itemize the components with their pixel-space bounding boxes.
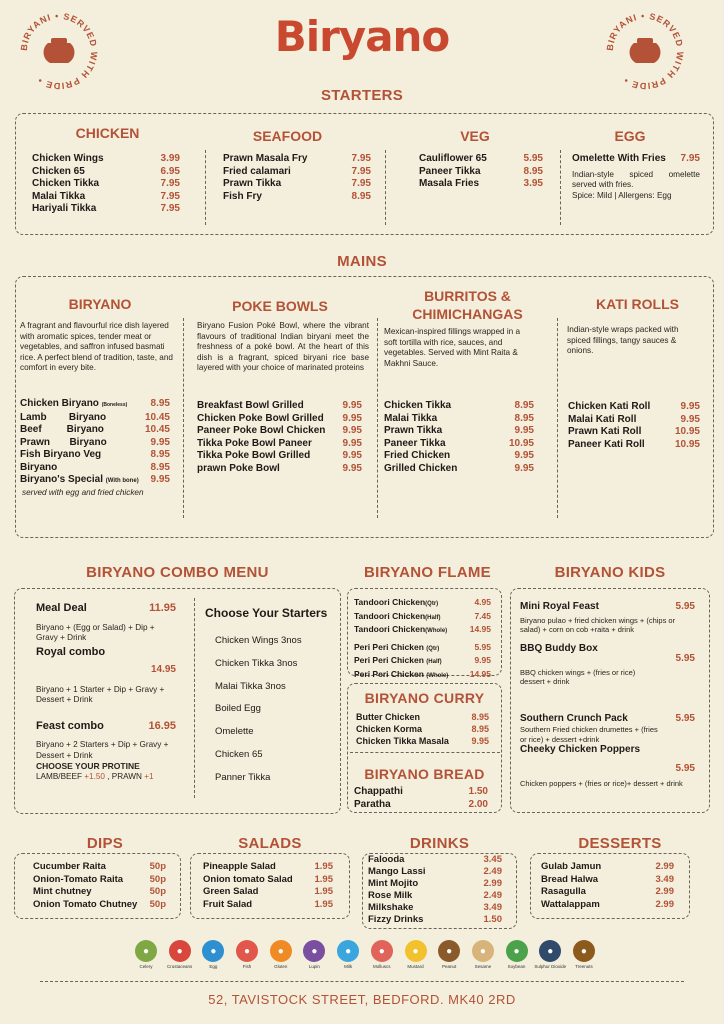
menu-item: Hariyali Tikka 7.95 <box>32 203 180 214</box>
svg-text:BIRYANI • SERVED WITH PRIDE •: BIRYANI • SERVED WITH PRIDE • <box>604 10 686 92</box>
starters-title: STARTERS <box>320 87 404 104</box>
menu-item: Gulab Jamun 2.99 <box>541 861 674 872</box>
allergen-item <box>265 940 297 969</box>
kids-list: Mini Royal Feast 5.95 Biryano pulao + fried chicken wings + (chips or salad) + corn on cob +raita + drink BBQ Buddy Box 5.95 BBQ chicken wings + (fries or rice) dessert + drink Southern Crunch Pack 5.95 Southern Fried chicken drumettes + (fries or rice) + dessert +drink Cheeky Chicken Poppers 5.95 Chicken poppers + (fries or rice)+ dessert + drink <box>520 601 695 788</box>
allergen-label: Sulphur Dioxide <box>534 964 567 969</box>
allergen-label: Celery <box>139 964 153 969</box>
list-item: Chicken Wings 3nos <box>215 635 302 646</box>
menu-item: Wattalappam 2.99 <box>541 898 674 910</box>
kati-desc: Indian-style wraps packed with spiced fillings, tangy sauces & onions. <box>567 325 679 355</box>
allergen-label: Sesame <box>474 964 492 969</box>
chicken-list <box>32 153 180 216</box>
treenuts-icon: ● <box>573 940 595 962</box>
kati-list <box>568 401 700 451</box>
menu-item: Tikka Poke Bowl Paneer 9.95 <box>197 437 362 449</box>
veg-list <box>419 153 543 191</box>
desserts-title: DESSERTS <box>578 835 662 852</box>
list-item: Panner Tikka <box>215 771 271 783</box>
mains-title: MAINS <box>337 253 387 270</box>
burritos-desc: Mexican-inspired fillings wrapped in a soft tortilla with rice, sauces, and vegetables. Served with Mint Raita & Makhni Sauce. <box>384 327 521 368</box>
menu-item: Prawn Tikka 9.95 <box>384 425 534 436</box>
choose-starters-list <box>215 630 335 790</box>
menu-item: Prawn Tikka 7.95 <box>223 178 371 189</box>
menu-item: Chicken Tikka 8.95 <box>384 400 534 411</box>
menu-item: Paneer Poke Bowl Chicken 9.95 <box>197 425 362 436</box>
menu-item: Chicken Korma 8.95 <box>356 724 489 734</box>
kids-title: BIRYANO KIDS <box>554 564 666 581</box>
lupin-icon: ● <box>303 940 325 962</box>
allergen-item <box>400 940 432 969</box>
menu-item: Peri Peri Chicken (Qtr) 5.95 <box>354 641 491 652</box>
allergen-label: Fish <box>242 964 252 969</box>
dips-title: DIPS <box>86 835 124 852</box>
poke-title: POKE BOWLS <box>232 298 328 314</box>
menu-item: Fried Chicken 9.95 <box>384 450 534 461</box>
allergen-label: Egg <box>209 964 218 969</box>
allergen-label: Treenuts <box>575 964 593 969</box>
list-item: Boiled Egg <box>215 703 261 715</box>
soybean-icon: ● <box>506 940 528 962</box>
fish-icon: ● <box>236 940 258 962</box>
menu-item: Cucumber Raita 50p <box>33 861 166 872</box>
menu-item: Rasagulla 2.99 <box>541 886 674 897</box>
menu-item: Green Salad 1.95 <box>203 886 333 897</box>
menu-item: prawn Poke Bowl 9.95 <box>197 462 362 474</box>
list-item: Malai Tikka 3nos <box>215 680 286 692</box>
egg-list: Omelette With Fries 7.95 Indian-style spiced omelette served with fries. Spice: Mild | Allergens: Egg <box>572 153 700 200</box>
allergen-label: Gluten <box>274 964 288 969</box>
allergen-label: Peanut <box>442 964 457 969</box>
poke-list <box>197 400 362 475</box>
menu-item: Masala Fries 3.95 <box>419 178 543 189</box>
list-item: Chicken Tikka 3nos <box>215 657 298 669</box>
drinks-list <box>368 854 502 926</box>
biryano-list: Chicken Biryano (Boneless) 8.95 Lamb Biryano 10.45 Beef Biryano 10.45 Prawn Biryano 9.95 Fish Biryano Veg 8.95 Biryano 8.95 Biryano's Special (With bone) 9.95 served with egg and fried chicken <box>20 398 170 497</box>
molluscs-icon: ● <box>371 940 393 962</box>
menu-item: Paneer Tikka 8.95 <box>419 165 543 177</box>
dips-list <box>33 861 166 911</box>
menu-item: Peri Peri Chicken (Whole) 14.95 <box>354 668 491 679</box>
menu-item: Tandoori Chicken(Whole) 14.95 <box>354 624 491 634</box>
gluten-icon: ● <box>270 940 292 962</box>
allergen-item <box>366 940 398 969</box>
chicken-title: CHICKEN <box>75 125 140 141</box>
curry-list <box>356 711 489 747</box>
allergen-item <box>298 940 330 969</box>
kati-title: KATI ROLLS <box>596 296 679 312</box>
menu-item: Chappathi 1.50 <box>354 786 488 797</box>
celery-icon: ● <box>135 940 157 962</box>
menu-item: Omelette With Fries 7.95 <box>572 153 700 164</box>
milk-icon: ● <box>337 940 359 962</box>
menu-item: Beef Biryano 10.45 <box>20 424 170 435</box>
menu-item: Chicken Wings 3.99 <box>32 153 180 164</box>
peanut-icon: ● <box>438 940 460 962</box>
allergen-label: Crustaceans <box>167 964 193 969</box>
burritos-title: BURRITOS & CHIMICHANGAS <box>412 288 523 322</box>
menu-item: Chicken Tikka Masala 9.95 <box>356 736 489 746</box>
flame-list <box>354 597 491 682</box>
brand-logo: Biryano <box>274 12 450 61</box>
menu-item: Mint Mojito 2.99 <box>368 878 502 889</box>
allergen-item <box>568 940 600 969</box>
allergen-item <box>534 940 566 969</box>
crustaceans-icon: ● <box>169 940 191 962</box>
menu-item: Chicken Biryano (Boneless) 8.95 <box>20 398 170 409</box>
menu-item: Chicken Kati Roll 9.95 <box>568 401 700 412</box>
allergen-item <box>231 940 263 969</box>
menu-item: Mango Lassi 2.49 <box>368 866 502 877</box>
menu-item: Paneer Kati Roll 10.95 <box>568 438 700 450</box>
menu-item: Malai Tikka 7.95 <box>32 190 180 202</box>
allergen-item <box>130 940 162 969</box>
list-item: Omelette <box>215 726 254 738</box>
menu-item: Tandoori Chicken(Half) 7.45 <box>354 610 491 621</box>
salads-title: SALADS <box>238 835 302 852</box>
menu-item: Lamb Biryano 10.45 <box>20 411 170 423</box>
allergen-item <box>197 940 229 969</box>
menu-item: Fried calamari 7.95 <box>223 165 371 177</box>
menu-item: Chicken Tikka 7.95 <box>32 178 180 189</box>
menu-item: Grilled Chicken 9.95 <box>384 462 534 474</box>
list-item: Chicken 65 <box>215 748 263 760</box>
menu-item: Prawn Kati Roll 10.95 <box>568 426 700 437</box>
menu-item: Milkshake 3.49 <box>368 902 502 913</box>
sulphur-dioxide-icon: ● <box>539 940 561 962</box>
allergen-label: Mustard <box>407 964 424 969</box>
seafood-title: SEAFOOD <box>252 128 323 144</box>
menu-item: Malai Kati Roll 9.95 <box>568 413 700 425</box>
menu-item: Onion Tomato Chutney 50p <box>33 898 166 910</box>
drinks-title: DRINKS <box>409 835 470 852</box>
menu-item: Paratha 2.00 <box>354 798 488 810</box>
desserts-list <box>541 861 674 911</box>
biryano-title: BIRYANO <box>68 296 132 312</box>
flame-title: BIRYANO FLAME <box>364 564 491 581</box>
burritos-list <box>384 400 534 475</box>
menu-item: Tandoori Chicken(Qtr) 4.95 <box>354 597 491 607</box>
salads-list <box>203 861 333 911</box>
egg-icon: ● <box>202 940 224 962</box>
menu-item: Malai Tikka 8.95 <box>384 412 534 424</box>
menu-item: Onion tomato Salad 1.95 <box>203 873 333 885</box>
poke-desc: Biryano Fusion Poké Bowl, where the vibrant flavours of traditional Indian biryani meet the freshness of a poké bowl. At the heart of this dish is a fragrant, spiced biryani rice base layered with your choice of marinated proteins <box>197 321 369 372</box>
menu-item: Biryano 8.95 <box>20 461 170 473</box>
menu-item: Prawn Biryano 9.95 <box>20 436 170 448</box>
menu-item: Fish Biryano Veg 8.95 <box>20 449 170 460</box>
menu-item: Fizzy Drinks 1.50 <box>368 914 502 925</box>
bread-list <box>354 786 488 811</box>
egg-title: EGG <box>614 128 646 144</box>
allergen-item <box>501 940 533 969</box>
menu-item: Fruit Salad 1.95 <box>203 898 333 910</box>
mustard-icon: ● <box>405 940 427 962</box>
combo-options: Meal Deal 11.95 Biryano + (Egg or Salad) + Dip + Gravy + Drink Royal combo 14.95 Biryano + 1 Starter + Dip + Gravy + Dessert + Drink Feast combo 16.95 Biryano + 2 Starters + Dip + Gravy + Dessert + Drink CHOOSE YOUR PROTINE LAMB/BEEF +1.50 , PRAWN +1 <box>36 602 176 781</box>
allergen-label: Lupin <box>308 964 320 969</box>
allergen-legend <box>130 940 600 969</box>
seafood-list <box>223 153 371 203</box>
menu-item: Rose Milk 2.49 <box>368 890 502 901</box>
curry-title: BIRYANO CURRY <box>364 690 485 706</box>
menu-item: Onion-Tomato Raita 50p <box>33 873 166 885</box>
menu-item: Paneer Tikka 10.95 <box>384 437 534 449</box>
menu-item: Fish Fry 8.95 <box>223 190 371 202</box>
allergen-item <box>164 940 196 969</box>
menu-item: Chicken 65 6.95 <box>32 165 180 177</box>
menu-item: Butter Chicken 8.95 <box>356 712 489 722</box>
allergen-label: Milk <box>344 964 353 969</box>
allergen-item <box>433 940 465 969</box>
combo-title: BIRYANO COMBO MENU <box>86 564 269 581</box>
veg-title: VEG <box>460 128 490 144</box>
svg-text:BIRYANI • SERVED WITH PRIDE •: BIRYANI • SERVED WITH PRIDE • <box>18 10 100 92</box>
footer-address: 52, TAVISTOCK STREET, BEDFORD. MK40 2RD <box>208 992 516 1007</box>
allergen-item <box>467 940 499 969</box>
allergen-item <box>332 940 364 969</box>
menu-item: Falooda 3.45 <box>368 854 502 865</box>
menu-item: Mint chutney 50p <box>33 886 166 897</box>
menu-item: Breakfast Bowl Grilled 9.95 <box>197 400 362 411</box>
biryano-desc: A fragrant and flavourful rice dish layered with aromatic spices, tender meat or vegetables, and saffron infused basmati rice. A perfect blend of tradition, taste, and comfort in every bite. <box>20 321 173 372</box>
menu-item: Tikka Poke Bowl Grilled 9.95 <box>197 450 362 461</box>
sesame-icon: ● <box>472 940 494 962</box>
menu-item: Chicken Poke Bowl Grilled 9.95 <box>197 412 362 424</box>
menu-item: Bread Halwa 3.49 <box>541 873 674 885</box>
menu-item: Peri Peri Chicken (Half) 9.95 <box>354 655 491 665</box>
menu-item: Prawn Masala Fry 7.95 <box>223 153 371 164</box>
allergen-label: Soybean <box>507 964 526 969</box>
menu-item: Cauliflower 65 5.95 <box>419 153 543 164</box>
allergen-label: Molluscs <box>373 964 391 969</box>
menu-item: Biryano's Special (With bone) 9.95 <box>20 474 170 485</box>
menu-item: Pineapple Salad 1.95 <box>203 861 333 872</box>
bread-title: BIRYANO BREAD <box>364 766 485 782</box>
choose-starters-title: Choose Your Starters <box>205 606 328 620</box>
